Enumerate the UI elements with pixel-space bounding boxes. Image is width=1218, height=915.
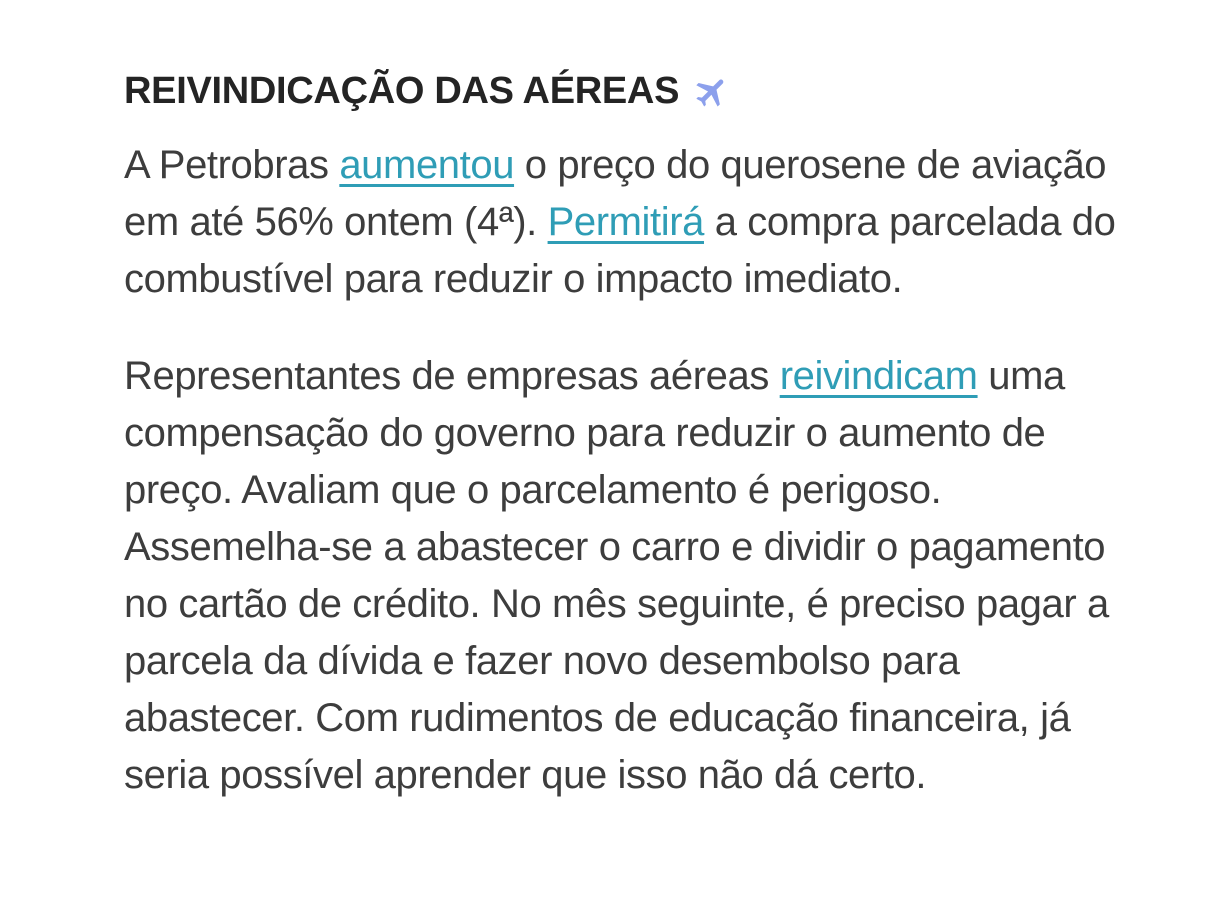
article-heading-text: REIVINDICAÇÃO DAS AÉREAS (124, 70, 680, 112)
paragraph-text: abastecer. Com rudimentos de educação financeira, já (124, 696, 1071, 740)
inline-link-aumentou[interactable]: aumentou (339, 143, 515, 187)
inline-link-permitirá[interactable]: Permitirá (547, 200, 704, 244)
article-heading (124, 70, 1158, 113)
paragraph-text: seria possível aprender que isso não dá certo. (124, 753, 927, 797)
paragraph-text: compensação do governo para reduzir o aumento de (124, 411, 1046, 455)
paragraph-text: em até 56% ontem (4ª). (124, 200, 548, 244)
paragraph-text: Representantes de empresas aéreas (124, 354, 780, 398)
paragraph-text: o preço do querosene de aviação (514, 143, 1107, 187)
paragraph-1 (124, 137, 1158, 308)
paragraph-text: no cartão de crédito. No mês seguinte, é preciso pagar a (124, 582, 1109, 626)
paragraph-text: combustível para reduzir o impacto imediato. (124, 257, 903, 301)
paragraph-text: Assemelha-se a abastecer o carro e dividir o pagamento (124, 525, 1106, 569)
paragraph-text: A Petrobras (124, 143, 340, 187)
inline-link-reivindicam[interactable]: reivindicam (779, 354, 978, 398)
paragraph-text: a compra parcelada do (704, 200, 1116, 244)
paragraph-text: parcela da dívida e fazer novo desembolso para (124, 639, 960, 683)
article-body (124, 137, 1158, 804)
paragraph-text: preço. Avaliam que o parcelamento é perigoso. (124, 468, 942, 512)
airplane-icon (693, 73, 731, 111)
paragraph-text: uma (977, 354, 1065, 398)
paragraph-2 (124, 348, 1158, 804)
